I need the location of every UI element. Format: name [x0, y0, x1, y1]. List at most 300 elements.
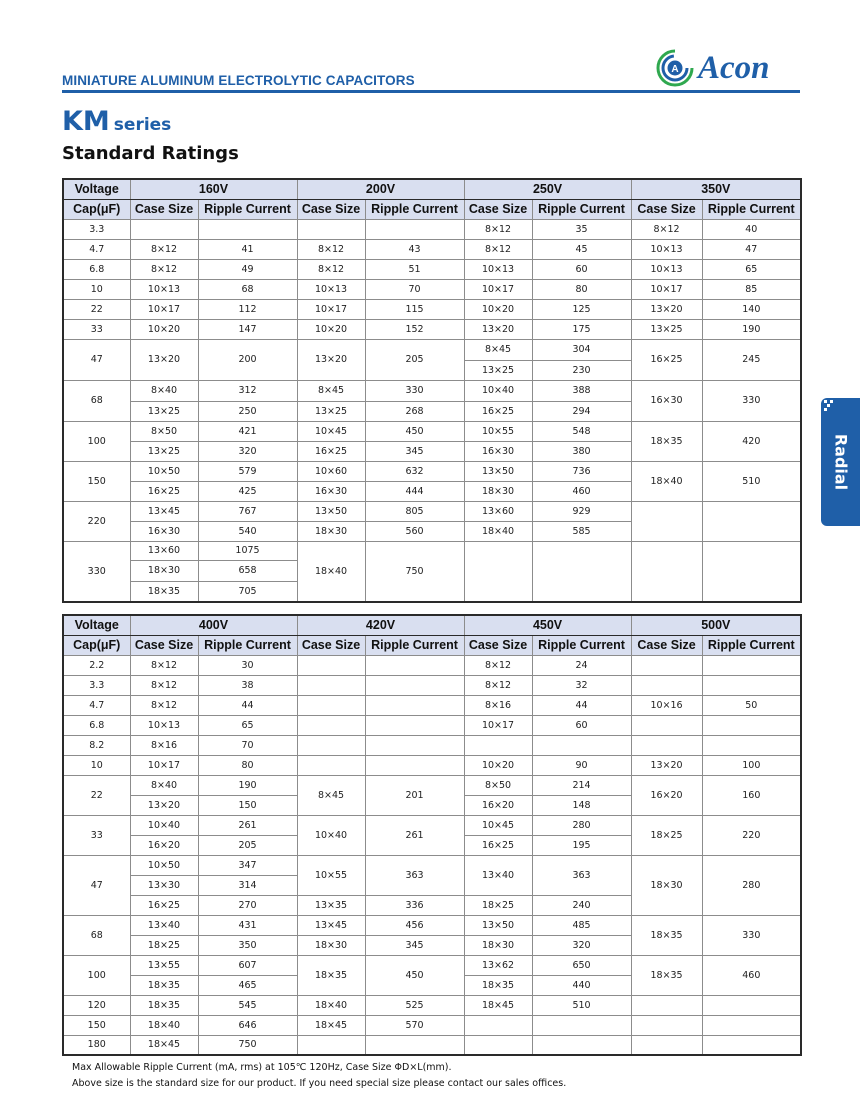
ripple-current-cell [365, 755, 464, 775]
case-size-cell: 10×13 [130, 279, 198, 299]
table-row [63, 1015, 801, 1035]
ripple-current-cell: 190 [198, 775, 297, 795]
table-row [63, 541, 801, 560]
ripple-current-cell [365, 675, 464, 695]
case-size-cell: 10×20 [464, 755, 532, 775]
cap-value: 120 [63, 995, 130, 1015]
case-size-cell: 10×17 [631, 279, 702, 299]
ripple-current-cell: 70 [365, 279, 464, 299]
ripple-current-cell: 450 [365, 955, 464, 995]
case-size-cell: 13×40 [130, 915, 198, 935]
ripple-current-cell: 125 [532, 299, 631, 319]
cap-value: 47 [63, 339, 130, 380]
voltage-col-header: 450V [464, 615, 631, 635]
ripple-current-cell: 460 [532, 481, 631, 501]
ripple-current-cell: 148 [532, 795, 631, 815]
ripple-current-cell: 320 [532, 935, 631, 955]
case-size-cell: 18×35 [631, 421, 702, 461]
case-size-cell: 10×20 [464, 299, 532, 319]
header-divider [62, 90, 800, 93]
case-size-cell: 13×25 [297, 401, 365, 421]
case-size-cell: 13×45 [130, 501, 198, 521]
table-row [63, 259, 801, 279]
ripple-current-cell [198, 219, 297, 239]
case-size-cell: 10×50 [130, 855, 198, 875]
header-title: MINIATURE ALUMINUM ELECTROLYTIC CAPACITORS [62, 73, 415, 88]
ripple-current-cell: 65 [702, 259, 801, 279]
ripple-current-cell: 147 [198, 319, 297, 339]
case-size-cell: 8×12 [297, 239, 365, 259]
ripple-current-cell: 70 [198, 735, 297, 755]
cap-value: 8.2 [63, 735, 130, 755]
ripple-current-cell: 304 [532, 339, 631, 360]
case-size-cell: 10×13 [464, 259, 532, 279]
case-size-cell: 10×17 [297, 299, 365, 319]
case-size-cell: 8×12 [464, 239, 532, 259]
case-size-cell: 18×40 [297, 541, 365, 602]
ripple-current-cell: 24 [532, 655, 631, 675]
table-row [63, 279, 801, 299]
ripple-current-cell: 632 [365, 461, 464, 481]
ripple-current-cell: 43 [365, 239, 464, 259]
ripple-current-cell: 294 [532, 401, 631, 421]
table-row [63, 855, 801, 875]
table-row [63, 501, 801, 521]
ripple-current-cell: 431 [198, 915, 297, 935]
cap-value: 22 [63, 775, 130, 815]
cap-value: 33 [63, 319, 130, 339]
table-row [63, 815, 801, 835]
cap-value: 10 [63, 279, 130, 299]
cap-value: 3.3 [63, 219, 130, 239]
case-size-cell: 18×40 [130, 1015, 198, 1035]
voltage-col-header: 400V [130, 615, 297, 635]
ripple-current-cell: 330 [702, 380, 801, 421]
case-size-cell [631, 675, 702, 695]
case-size-cell: 13×60 [464, 501, 532, 521]
ripple-current-cell: 41 [198, 239, 297, 259]
cap-value: 100 [63, 955, 130, 995]
case-size-cell: 8×12 [464, 655, 532, 675]
ripple-current-cell: 421 [198, 421, 297, 441]
ripple-current-cell: 345 [365, 441, 464, 461]
cap-value: 47 [63, 855, 130, 915]
ripple-current-cell: 425 [198, 481, 297, 501]
table-row [63, 1035, 801, 1055]
case-size-cell [631, 501, 702, 541]
case-size-cell: 16×20 [464, 795, 532, 815]
table-row [63, 339, 801, 360]
ripple-current-cell: 510 [532, 995, 631, 1015]
case-size-cell [297, 1035, 365, 1055]
case-size-cell: 13×40 [464, 855, 532, 895]
ripple-current-cell: 240 [532, 895, 631, 915]
case-size-cell: 10×13 [631, 239, 702, 259]
ripple-current-cell [702, 655, 801, 675]
column-header-row [63, 199, 801, 219]
case-size-cell: 10×17 [130, 755, 198, 775]
case-size-cell: 8×12 [130, 675, 198, 695]
ripple-current-cell [702, 675, 801, 695]
cap-value: 220 [63, 501, 130, 541]
case-size-cell: 18×30 [464, 935, 532, 955]
table-row [63, 995, 801, 1015]
ripple-current-header: Ripple Current [198, 635, 297, 655]
voltage-col-header: 200V [297, 179, 464, 199]
ripple-current-cell: 152 [365, 319, 464, 339]
case-size-cell [631, 1035, 702, 1055]
case-size-cell [464, 735, 532, 755]
case-size-cell [631, 735, 702, 755]
case-size-cell: 8×12 [464, 219, 532, 239]
ripple-current-cell [365, 1035, 464, 1055]
case-size-cell: 8×12 [130, 655, 198, 675]
table-row [63, 675, 801, 695]
case-size-header: Case Size [297, 199, 365, 219]
ripple-current-cell [532, 541, 631, 602]
ripple-current-cell: 80 [198, 755, 297, 775]
case-size-cell [631, 715, 702, 735]
case-size-header: Case Size [464, 199, 532, 219]
voltage-label: Voltage [63, 179, 130, 199]
ripple-current-cell [365, 219, 464, 239]
ripple-current-cell: 80 [532, 279, 631, 299]
case-size-cell: 16×25 [130, 481, 198, 501]
case-size-cell [297, 675, 365, 695]
ripple-current-cell: 388 [532, 380, 631, 401]
case-size-cell: 13×25 [464, 360, 532, 380]
case-size-cell: 8×12 [631, 219, 702, 239]
ripple-current-cell: 280 [532, 815, 631, 835]
case-size-cell: 18×30 [130, 560, 198, 581]
ripple-current-cell: 705 [198, 581, 297, 602]
case-size-cell: 10×45 [464, 815, 532, 835]
ripple-current-cell [702, 541, 801, 602]
ripple-current-cell: 420 [702, 421, 801, 461]
voltage-col-header: 420V [297, 615, 464, 635]
ripple-current-cell: 100 [702, 755, 801, 775]
case-size-cell: 13×50 [464, 915, 532, 935]
case-size-cell [464, 1015, 532, 1035]
ripple-current-cell: 750 [198, 1035, 297, 1055]
ripple-current-cell: 60 [532, 259, 631, 279]
case-size-cell [297, 655, 365, 675]
case-size-cell: 18×25 [130, 935, 198, 955]
table-row [63, 655, 801, 675]
ripple-current-cell: 646 [198, 1015, 297, 1035]
brand-logo [656, 48, 796, 88]
ripple-current-header: Ripple Current [365, 199, 464, 219]
voltage-col-header: 250V [464, 179, 631, 199]
svg-text:A: A [671, 64, 679, 75]
case-size-cell: 8×12 [464, 675, 532, 695]
ripple-current-cell: 65 [198, 715, 297, 735]
case-size-cell: 13×60 [130, 541, 198, 560]
ripple-current-cell: 525 [365, 995, 464, 1015]
case-size-cell: 10×17 [464, 279, 532, 299]
voltage-label: Voltage [63, 615, 130, 635]
ripple-current-cell: 560 [365, 521, 464, 541]
section-title: Standard Ratings [62, 143, 239, 164]
ripple-current-cell: 585 [532, 521, 631, 541]
case-size-cell: 13×25 [130, 401, 198, 421]
ripple-current-cell: 201 [365, 775, 464, 815]
ripple-current-cell: 805 [365, 501, 464, 521]
cap-value: 150 [63, 461, 130, 501]
ripple-current-cell: 485 [532, 915, 631, 935]
ripple-current-cell: 440 [532, 975, 631, 995]
cap-value: 6.8 [63, 259, 130, 279]
case-size-cell [297, 219, 365, 239]
ripple-current-cell: 30 [198, 655, 297, 675]
table-row [63, 299, 801, 319]
case-size-cell: 16×20 [130, 835, 198, 855]
case-size-header: Case Size [297, 635, 365, 655]
voltage-header-row [63, 615, 801, 635]
case-size-cell: 18×40 [297, 995, 365, 1015]
ripple-current-cell: 200 [198, 339, 297, 380]
ratings-table-400-500v [62, 614, 802, 1056]
table-row [63, 461, 801, 481]
cap-value: 2.2 [63, 655, 130, 675]
cap-value: 4.7 [63, 695, 130, 715]
ripple-current-cell: 90 [532, 755, 631, 775]
case-size-cell: 16×30 [297, 481, 365, 501]
table-row [63, 775, 801, 795]
ripple-current-cell [702, 735, 801, 755]
cap-value: 3.3 [63, 675, 130, 695]
ripple-current-cell: 465 [198, 975, 297, 995]
ratings-table-160-350v [62, 178, 802, 603]
cap-label: Cap(μF) [63, 635, 130, 655]
case-size-cell: 10×55 [297, 855, 365, 895]
case-size-cell: 18×35 [631, 915, 702, 955]
case-size-cell: 10×40 [464, 380, 532, 401]
case-size-cell: 8×45 [297, 775, 365, 815]
case-size-cell: 10×40 [297, 815, 365, 855]
series-suffix: series [113, 115, 172, 135]
ripple-current-cell [702, 995, 801, 1015]
case-size-cell: 13×45 [297, 915, 365, 935]
ripple-current-cell: 60 [532, 715, 631, 735]
case-size-cell: 10×60 [297, 461, 365, 481]
ripple-current-cell: 220 [702, 815, 801, 855]
footnote-special-size: Above size is the standard size for our product. If you need special size please contact our sales offices. [72, 1078, 567, 1089]
table-row [63, 695, 801, 715]
ripple-current-cell: 47 [702, 239, 801, 259]
cap-value: 100 [63, 421, 130, 461]
ripple-current-cell [365, 735, 464, 755]
ripple-current-cell [365, 655, 464, 675]
case-size-cell [297, 735, 365, 755]
case-size-cell: 16×25 [631, 339, 702, 380]
cap-value: 180 [63, 1035, 130, 1055]
ripple-current-cell: 312 [198, 380, 297, 401]
case-size-cell: 13×50 [297, 501, 365, 521]
ripple-current-cell: 261 [365, 815, 464, 855]
ripple-current-cell: 280 [702, 855, 801, 915]
case-size-cell: 16×25 [464, 835, 532, 855]
ripple-current-cell: 736 [532, 461, 631, 481]
ripple-current-cell: 38 [198, 675, 297, 695]
case-size-cell: 8×12 [130, 239, 198, 259]
ripple-current-cell: 579 [198, 461, 297, 481]
case-size-cell: 13×50 [464, 461, 532, 481]
case-size-cell: 8×16 [464, 695, 532, 715]
case-size-cell [631, 995, 702, 1015]
ripple-current-header: Ripple Current [365, 635, 464, 655]
case-size-header: Case Size [130, 199, 198, 219]
ripple-current-cell: 250 [198, 401, 297, 421]
case-size-cell: 10×40 [130, 815, 198, 835]
ripple-current-cell: 268 [365, 401, 464, 421]
case-size-cell: 10×45 [297, 421, 365, 441]
footnote-ripple: Max Allowable Ripple Current (mA, rms) at 105℃ 120Hz, Case Size ΦD×L(mm). [72, 1062, 452, 1073]
ripple-current-cell: 261 [198, 815, 297, 835]
case-size-cell: 18×35 [297, 955, 365, 995]
ripple-current-cell: 650 [532, 955, 631, 975]
ripple-current-cell: 140 [702, 299, 801, 319]
case-size-cell [464, 541, 532, 602]
ripple-current-cell: 548 [532, 421, 631, 441]
ripple-current-cell: 68 [198, 279, 297, 299]
ripple-current-cell: 658 [198, 560, 297, 581]
ripple-current-cell: 35 [532, 219, 631, 239]
case-size-header: Case Size [130, 635, 198, 655]
acon-logo-icon [656, 49, 694, 87]
case-size-cell: 18×30 [297, 935, 365, 955]
ripple-current-cell: 330 [365, 380, 464, 401]
ripple-current-cell [365, 715, 464, 735]
ripple-current-header: Ripple Current [532, 199, 631, 219]
case-size-cell [130, 219, 198, 239]
column-header-row [63, 635, 801, 655]
case-size-cell: 18×35 [130, 995, 198, 1015]
case-size-cell: 8×45 [297, 380, 365, 401]
case-size-cell: 13×25 [130, 441, 198, 461]
table-row [63, 915, 801, 935]
ripple-current-header: Ripple Current [702, 199, 801, 219]
ripple-current-cell: 540 [198, 521, 297, 541]
cap-value: 33 [63, 815, 130, 855]
case-size-cell: 18×25 [464, 895, 532, 915]
case-size-cell: 18×35 [631, 955, 702, 995]
ripple-current-cell: 350 [198, 935, 297, 955]
ripple-current-cell: 444 [365, 481, 464, 501]
case-size-cell [464, 1035, 532, 1055]
cap-label: Cap(μF) [63, 199, 130, 219]
ripple-current-cell: 336 [365, 895, 464, 915]
case-size-header: Case Size [464, 635, 532, 655]
cap-value: 22 [63, 299, 130, 319]
table-row [63, 735, 801, 755]
case-size-cell: 18×45 [297, 1015, 365, 1035]
case-size-cell: 16×25 [130, 895, 198, 915]
case-size-cell [631, 541, 702, 602]
case-size-cell: 18×45 [464, 995, 532, 1015]
case-size-cell: 13×35 [297, 895, 365, 915]
ripple-current-cell: 40 [702, 219, 801, 239]
ripple-current-cell: 545 [198, 995, 297, 1015]
case-size-cell: 13×20 [130, 339, 198, 380]
table-row [63, 380, 801, 401]
case-size-cell: 8×12 [130, 259, 198, 279]
case-size-cell: 18×40 [464, 521, 532, 541]
ripple-current-cell: 175 [532, 319, 631, 339]
ripple-current-cell: 607 [198, 955, 297, 975]
voltage-col-header: 160V [130, 179, 297, 199]
case-size-cell: 10×13 [297, 279, 365, 299]
series-title [62, 106, 171, 137]
ripple-current-cell: 314 [198, 875, 297, 895]
ripple-current-cell: 205 [198, 835, 297, 855]
case-size-cell: 16×25 [297, 441, 365, 461]
ripple-current-cell: 456 [365, 915, 464, 935]
case-size-cell: 18×30 [464, 481, 532, 501]
table-row [63, 715, 801, 735]
ripple-current-cell: 190 [702, 319, 801, 339]
case-size-cell: 8×50 [130, 421, 198, 441]
case-size-header: Case Size [631, 635, 702, 655]
case-size-cell: 13×20 [631, 299, 702, 319]
ripple-current-cell: 363 [365, 855, 464, 895]
voltage-col-header: 350V [631, 179, 801, 199]
case-size-cell: 10×17 [464, 715, 532, 735]
ripple-current-cell [702, 501, 801, 541]
cap-value: 10 [63, 755, 130, 775]
case-size-cell: 18×30 [297, 521, 365, 541]
table-row [63, 421, 801, 441]
cap-value: 68 [63, 915, 130, 955]
cap-value: 68 [63, 380, 130, 421]
ripple-current-cell: 49 [198, 259, 297, 279]
case-size-cell [297, 715, 365, 735]
case-size-cell: 13×25 [631, 319, 702, 339]
ripple-current-cell [532, 735, 631, 755]
ripple-current-cell: 363 [532, 855, 631, 895]
voltage-header-row [63, 179, 801, 199]
case-size-cell: 8×45 [464, 339, 532, 360]
cap-value: 4.7 [63, 239, 130, 259]
case-size-cell: 13×62 [464, 955, 532, 975]
ripple-current-cell: 460 [702, 955, 801, 995]
ripple-current-cell: 347 [198, 855, 297, 875]
case-size-cell: 10×20 [130, 319, 198, 339]
ripple-current-cell: 345 [365, 935, 464, 955]
ripple-current-cell: 320 [198, 441, 297, 461]
ripple-current-cell: 510 [702, 461, 801, 501]
table-row [63, 239, 801, 259]
ripple-current-cell [532, 1015, 631, 1035]
case-size-cell: 10×55 [464, 421, 532, 441]
case-size-cell: 13×20 [631, 755, 702, 775]
ripple-current-cell: 205 [365, 339, 464, 380]
ripple-current-cell: 45 [532, 239, 631, 259]
case-size-cell: 18×25 [631, 815, 702, 855]
ripple-current-cell [365, 695, 464, 715]
ripple-current-header: Ripple Current [198, 199, 297, 219]
ripple-current-cell: 330 [702, 915, 801, 955]
ripple-current-cell: 44 [198, 695, 297, 715]
case-size-cell: 13×20 [130, 795, 198, 815]
case-size-cell: 10×20 [297, 319, 365, 339]
case-size-cell: 18×45 [130, 1035, 198, 1055]
case-size-cell: 16×30 [464, 441, 532, 461]
ripple-current-cell: 570 [365, 1015, 464, 1035]
case-size-cell: 16×30 [130, 521, 198, 541]
case-size-cell: 10×16 [631, 695, 702, 715]
cap-value: 6.8 [63, 715, 130, 735]
